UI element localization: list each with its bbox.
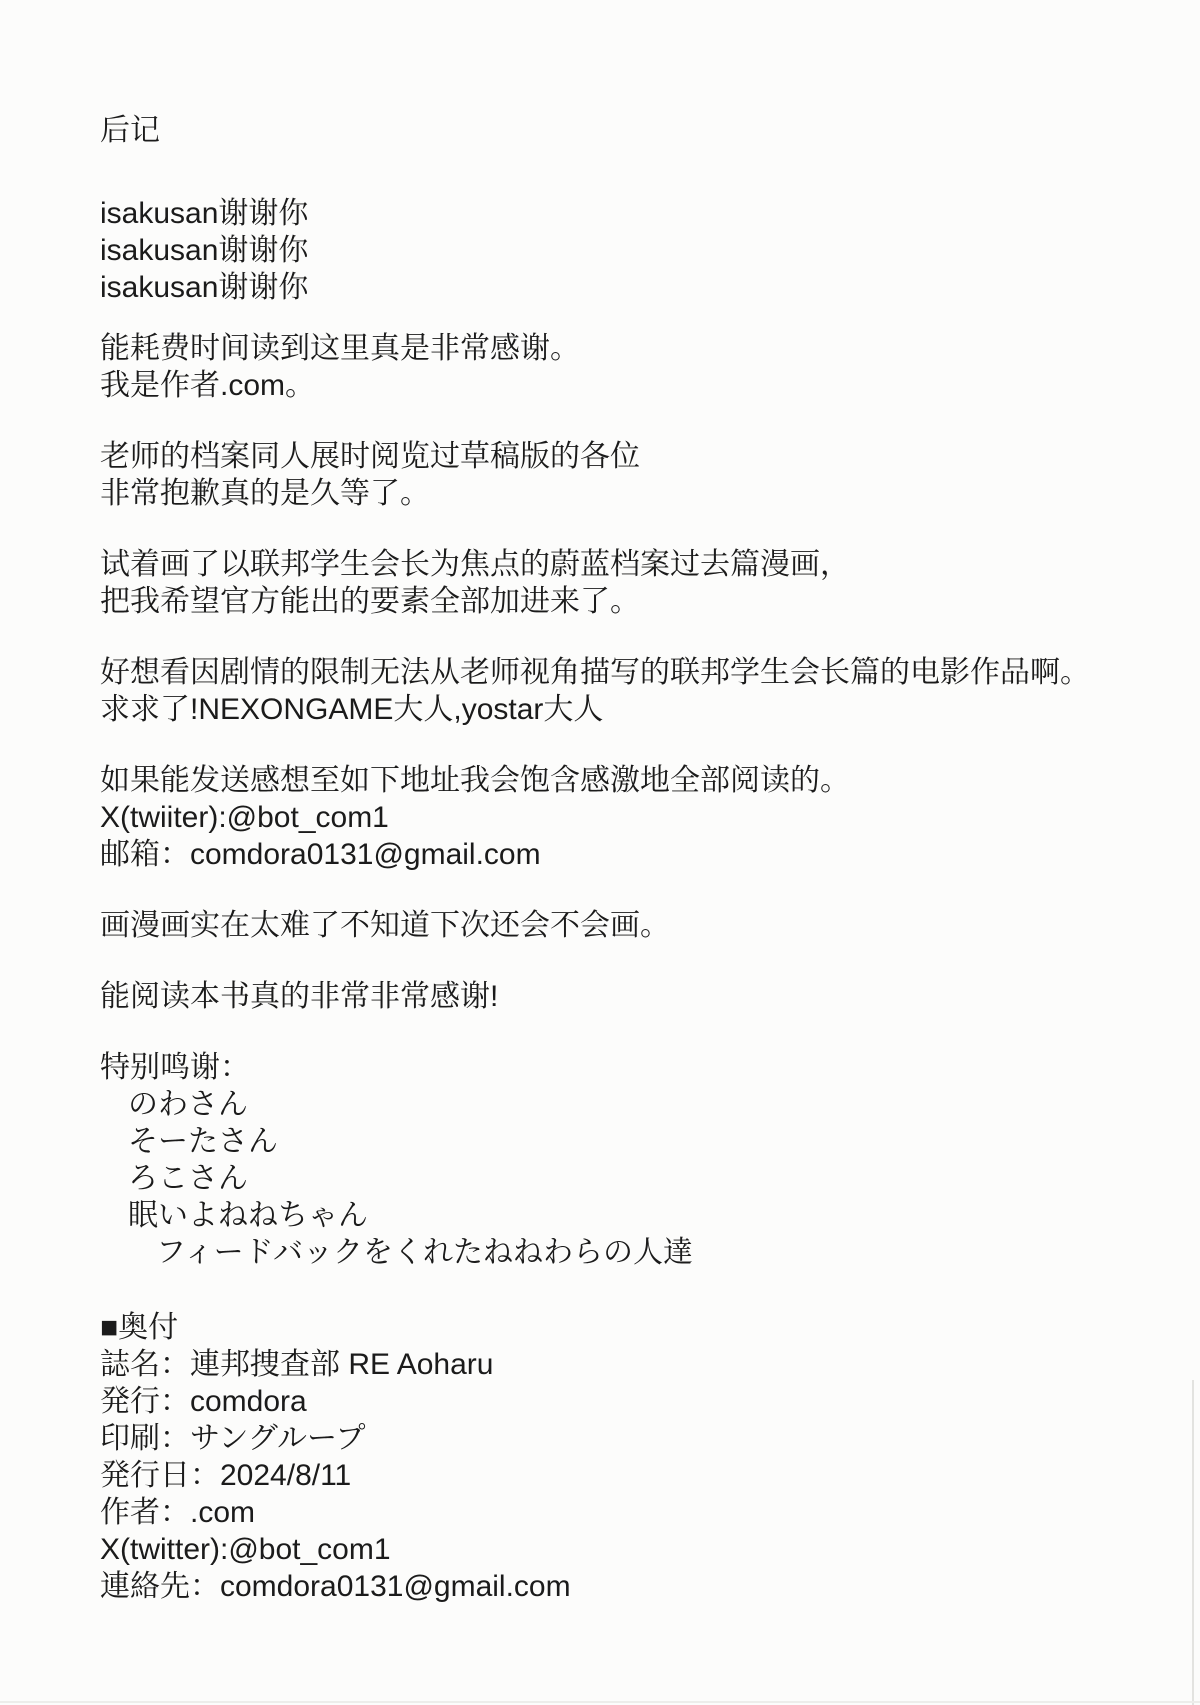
paragraph-wish [100, 654, 1140, 728]
paragraph-line: 如果能发送感想至如下地址我会饱含感激地全部阅读的。 [100, 764, 850, 797]
paragraph-line: 非常抱歉真的是久等了。 [100, 477, 430, 510]
scan-artifact-bottom-edge [0, 1701, 1200, 1703]
paragraph-line: 试着画了以联邦学生会长为焦点的蔚蓝档案过去篇漫画， [100, 548, 850, 581]
special-thanks-name: そーたさん [128, 1125, 278, 1158]
paragraph-line: 能阅读本书真的非常非常感谢! [100, 980, 499, 1013]
paragraph-line: 我是作者.com。 [100, 369, 316, 402]
colophon-journal-name: 誌名：連邦捜査部 RE Aoharu [100, 1348, 494, 1381]
paragraph-line: 画漫画实在太难了不知道下次还会不会画。 [100, 909, 670, 942]
colophon-printer-label: 印刷： [100, 1422, 190, 1455]
colophon-printer [100, 1420, 1140, 1457]
paragraph-contact [100, 762, 1140, 873]
colophon-printer-value: サングループ [190, 1422, 366, 1455]
email-address: 邮箱：comdora0131@gmail.com [100, 838, 541, 871]
colophon-contact: 連絡先：comdora0131@gmail.com [100, 1570, 571, 1603]
colophon-publish-date: 発行日：2024/8/11 [100, 1459, 352, 1492]
paragraph-apology [100, 438, 1140, 512]
scan-artifact-right-edge [1192, 1380, 1194, 1705]
special-thanks-feedback: フィードバックをくれたねねわらの人達 [156, 1236, 693, 1269]
paragraph-final-thanks [100, 978, 1140, 1015]
page-title: 后记 [100, 114, 160, 147]
special-thanks-name: のわさん [128, 1088, 248, 1121]
title-block [100, 112, 1140, 149]
afterword-content [100, 112, 1140, 1605]
special-thanks-name: 眠いよねねちゃん [128, 1199, 368, 1232]
paragraph-line: 老师的档案同人展时阅览过草稿版的各位 [100, 440, 640, 473]
fan-thanks-line: isakusan谢谢你 [100, 271, 309, 304]
colophon-block [100, 1309, 1140, 1605]
special-thanks-heading: 特别鸣谢： [100, 1051, 250, 1084]
twitter-handle: X(twiiter):@bot_com1 [100, 801, 389, 834]
fan-thanks-block [100, 195, 1140, 306]
paragraph-concept [100, 546, 1140, 620]
paragraph-gratitude [100, 330, 1140, 404]
colophon-heading: ■奥付 [100, 1311, 179, 1344]
fan-thanks-line: isakusan谢谢你 [100, 234, 309, 267]
colophon-twitter: X(twitter):@bot_com1 [100, 1533, 391, 1566]
fan-thanks-line: isakusan谢谢你 [100, 197, 309, 230]
paragraph-line: 求求了!NEXONGAME大人,yostar大人 [100, 693, 604, 726]
special-thanks-name: ろこさん [128, 1162, 248, 1195]
colophon-publisher: 発行：comdora [100, 1385, 307, 1418]
paragraph-difficulty [100, 907, 1140, 944]
special-thanks-block [100, 1049, 1140, 1271]
paragraph-line: 好想看因剧情的限制无法从老师视角描写的联邦学生会长篇的电影作品啊。 [100, 656, 1090, 689]
colophon-author: 作者：.com [100, 1496, 256, 1529]
paragraph-line: 能耗费时间读到这里真是非常感谢。 [100, 332, 580, 365]
paragraph-line: 把我希望官方能出的要素全部加进来了。 [100, 585, 640, 618]
